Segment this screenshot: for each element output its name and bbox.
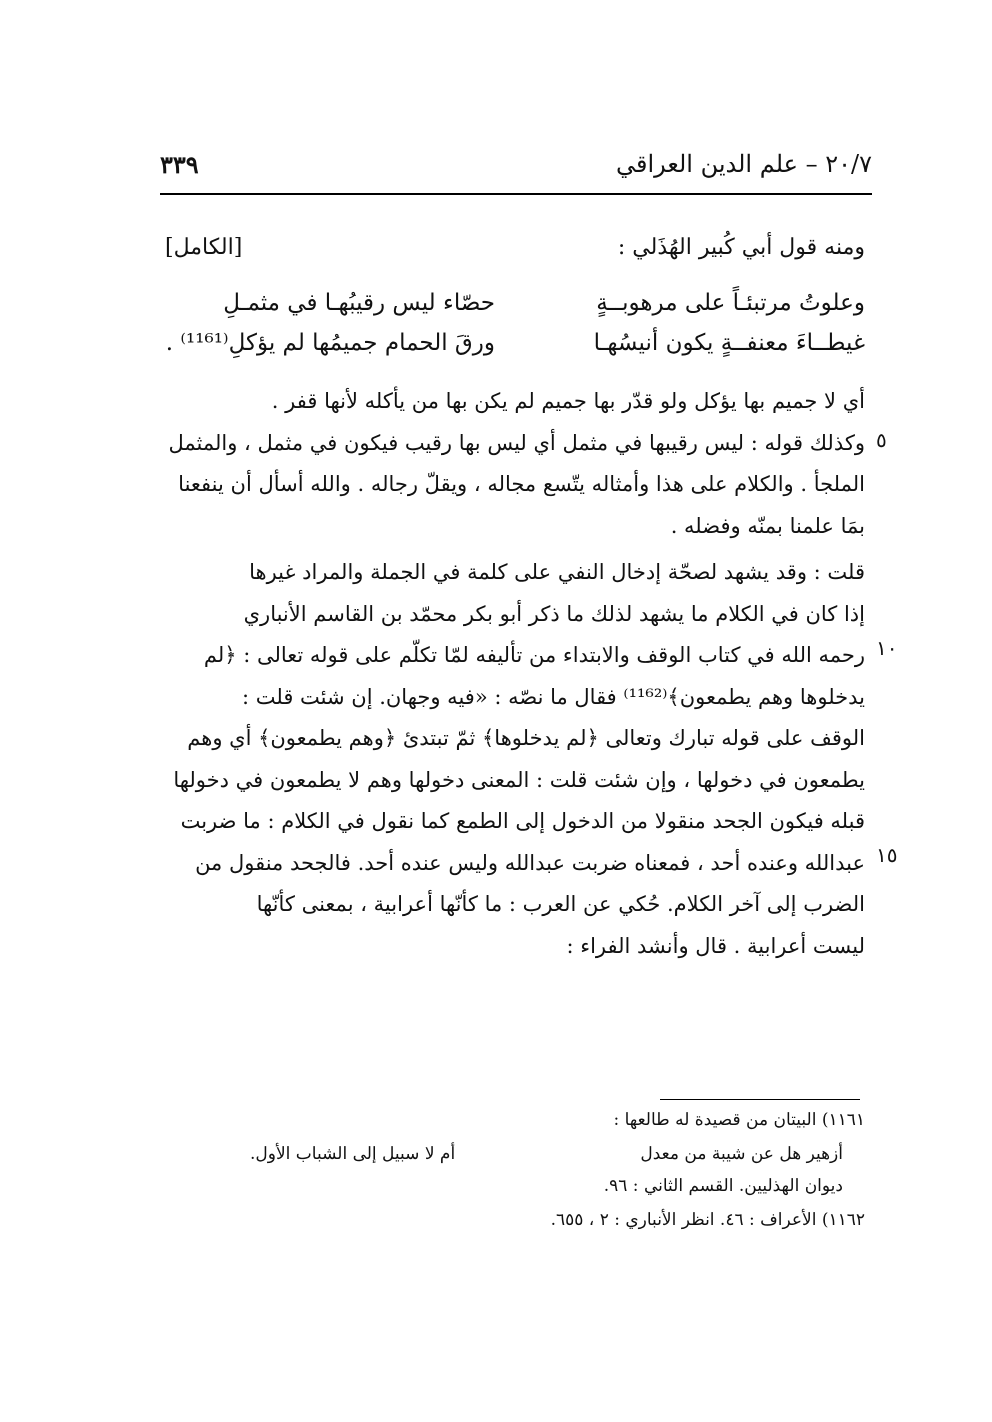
footnotes [165, 1110, 865, 1240]
header-divider [160, 193, 872, 195]
text-line: أي لا جميم بها يؤكل ولو قدّر بها جميم لم يكن بها من يأكله لأنها قفر . [271, 389, 865, 413]
line-number: ١٥ [876, 843, 898, 867]
verse-first-hemistich: غيطــاءَ معنفــةٍ يكون أنيسُهـا [593, 330, 865, 356]
footnote-1161: ١١٦١) البيتان من قصيدة له طالعها : [613, 1110, 865, 1130]
text-line: بمَا علمنا بمنّه وفضله . [670, 513, 865, 538]
running-header [160, 150, 872, 184]
footnote-divider [660, 1099, 860, 1100]
poem-intro [165, 235, 865, 271]
footnote-source: ديوان الهذليين. القسم الثاني : ٩٦. [603, 1176, 843, 1196]
verse-line [165, 330, 865, 368]
footnote-1162: ١١٦٢) الأعراف : ٤٦. انظر الأنباري : ٢ ، ٦٥٥. [550, 1210, 865, 1230]
text-line: وكذلك قوله : ليس رقيبها في مثمل أي ليس بها رقيب فيكون في مثمل ، والمثمل [168, 430, 865, 455]
text-line: الملجأ . والكلام على هذا وأمثاله يتّسع مجاله ، ويقلّ رجاله . والله أسأل أن ينفعنا [178, 472, 865, 496]
verse-second-hemistich: حصّاء ليس رقيبُهـا في مثمـلِ [223, 290, 495, 316]
text-line: يدخلوها وهم يطمعون﴾⁽¹¹⁶²⁾ فقال ما نصّه : «فيه وجهان. إن شئت قلت : [242, 684, 865, 709]
chapter-title: ٢٠/٧ – علم الدين العراقي [616, 150, 872, 178]
footnote-verse-first: أزهير هل عن شيبة من معدل [640, 1144, 843, 1164]
text-line: الوقف على قوله تبارك وتعالى ﴿لم يدخلوها﴾ ثمّ تبتدئ ﴿وهم يطمعون﴾ أي وهم [187, 726, 865, 750]
line-number: ١٠ [876, 636, 898, 660]
page-number: ٣٣٩ [160, 150, 199, 179]
discussion-paragraph [165, 552, 865, 967]
poem-meter: [الكامل] [165, 235, 243, 260]
text-line: رحمه الله في كتاب الوقف والابتداء من تأليفه لمّا تكلّم على قوله تعالى : ﴿لم [203, 643, 865, 667]
commentary-paragraph [165, 381, 865, 547]
text-line: يطمعون في دخولها ، وإن شئت قلت : المعنى دخولها وهم لا يطمعون في دخولها [173, 767, 865, 792]
text-line: الضرب إلى آخر الكلام. حُكي عن العرب : ما كأنّها أعرابية ، بمعنى كأنّها [256, 892, 865, 916]
text-line: ليست أعرابية . قال وأنشد الفراء : [566, 933, 865, 958]
line-number: ٥ [876, 428, 887, 452]
text-line: قبله فيكون الجحد منقولا من الدخول إلى الطمع كما نقول في الكلام : ما ضربت [180, 809, 865, 833]
footnote-verse-second: أم لا سبيل إلى الشباب الأول. [250, 1144, 456, 1164]
text-line: عبدالله وعنده أحد ، فمعناه ضربت عبدالله وليس عنده أحد. فالجحد منقول من [195, 850, 865, 875]
footnote-verse [165, 1144, 865, 1174]
verse-second-hemistich: ورقَ الحمام جميمُها لم يؤكلِ⁽¹¹⁶¹⁾ . [165, 330, 495, 356]
text-line: إذا كان في الكلام ما يشهد لذلك ما ذكر أبو بكر محمّد بن القاسم الأنباري [243, 601, 865, 626]
poem-attribution: ومنه قول أبي كُبير الهُذَلي : [617, 235, 865, 260]
verse-first-hemistich: وعلوتُ مرتبئـاً على مرهوبــةٍ [596, 290, 865, 316]
verse-line [165, 290, 865, 328]
text-line: قلت : وقد يشهد لصحّة إدخال النفي على كلمة في الجملة والمراد غيرها [249, 560, 865, 584]
